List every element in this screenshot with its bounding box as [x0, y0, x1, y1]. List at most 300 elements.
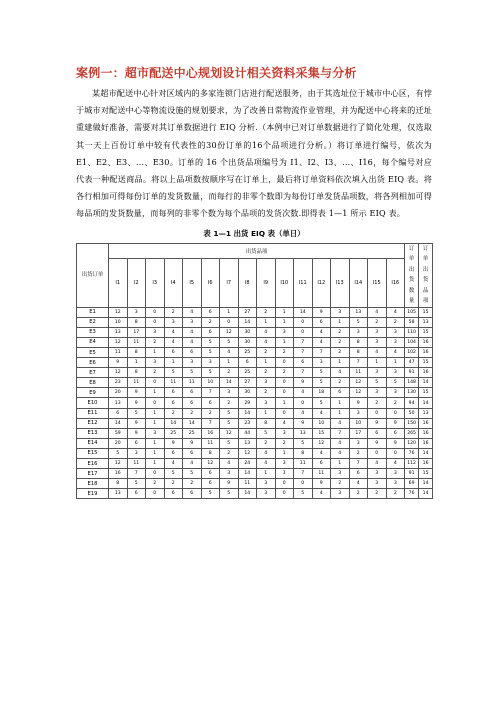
item-code-header: I16 [386, 259, 405, 308]
quantity-cell: 1 [331, 317, 350, 327]
quantity-cell: 3 [331, 469, 350, 479]
order-qty-cell: 58 [405, 317, 419, 327]
quantity-cell: 4 [312, 448, 331, 458]
quantity-cell: 15 [312, 428, 331, 438]
quantity-cell: 0 [275, 358, 294, 368]
order-item-count-cell: 13 [419, 408, 433, 418]
quantity-cell: 9 [349, 398, 368, 408]
quantity-cell: 9 [127, 398, 146, 408]
quantity-cell: 4 [368, 307, 387, 317]
quantity-cell: 9 [368, 438, 387, 448]
quantity-cell: 1 [146, 448, 165, 458]
quantity-cell: 27 [238, 378, 257, 388]
quantity-cell: 0 [275, 408, 294, 418]
quantity-cell: 2 [146, 479, 165, 489]
quantity-cell: 5 [294, 489, 313, 499]
quantity-cell: 9 [127, 418, 146, 428]
quantity-cell: 9 [127, 388, 146, 398]
quantity-cell: 0 [146, 489, 165, 499]
quantity-cell: 13 [109, 489, 128, 499]
quantity-cell: 8 [294, 448, 313, 458]
order-id-cell: E16 [77, 459, 109, 469]
quantity-cell: 14 [238, 489, 257, 499]
quantity-cell: 3 [164, 317, 183, 327]
quantity-cell: 2 [386, 317, 405, 327]
quantity-cell: 4 [257, 448, 276, 458]
quantity-cell: 0 [146, 398, 165, 408]
quantity-cell: 5 [127, 479, 146, 489]
quantity-cell: 14 [109, 418, 128, 428]
item-code-header: I9 [257, 259, 276, 308]
order-qty-cell: 76 [405, 489, 419, 499]
order-id-cell: E3 [77, 327, 109, 337]
table-row [77, 388, 433, 398]
quantity-cell: 6 [201, 307, 220, 317]
quantity-cell: 3 [349, 327, 368, 337]
quantity-cell: 14 [294, 307, 313, 317]
order-item-count-cell: 14 [419, 398, 433, 408]
quantity-cell: 9 [183, 438, 202, 448]
quantity-cell: 3 [146, 428, 165, 438]
quantity-cell: 5 [220, 337, 239, 347]
quantity-cell: 1 [146, 459, 165, 469]
quantity-cell: 2 [331, 479, 350, 489]
quantity-cell: 4 [386, 307, 405, 317]
quantity-cell: 4 [294, 408, 313, 418]
quantity-cell: 2 [183, 479, 202, 489]
quantity-cell: 4 [183, 307, 202, 317]
order-qty-cell: 105 [405, 307, 419, 317]
quantity-cell: 12 [220, 327, 239, 337]
quantity-cell: 6 [109, 408, 128, 418]
quantity-cell: 3 [368, 479, 387, 489]
quantity-cell: 2 [201, 408, 220, 418]
quantity-cell: 3 [275, 428, 294, 438]
quantity-cell: 4 [312, 489, 331, 499]
table-row [77, 348, 433, 358]
quantity-cell: 9 [294, 378, 313, 388]
quantity-cell: 5 [201, 489, 220, 499]
quantity-cell: 30 [238, 337, 257, 347]
quantity-cell: 10 [109, 317, 128, 327]
quantity-cell: 7 [349, 459, 368, 469]
quantity-cell: 0 [294, 398, 313, 408]
order-qty-cell: 47 [405, 358, 419, 368]
quantity-cell: 3 [368, 388, 387, 398]
quantity-cell: 4 [183, 327, 202, 337]
quantity-cell: 1 [220, 358, 239, 368]
quantity-cell: 11 [127, 337, 146, 347]
count-header [419, 243, 433, 307]
quantity-cell: 6 [183, 398, 202, 408]
quantity-cell: 5 [220, 489, 239, 499]
order-item-count-cell: 16 [419, 337, 433, 347]
quantity-cell: 2 [183, 408, 202, 418]
order-item-count-cell: 14 [419, 479, 433, 489]
quantity-cell: 4 [257, 459, 276, 469]
order-id-cell: E18 [77, 479, 109, 489]
quantity-cell: 3 [386, 368, 405, 378]
table-row [77, 398, 433, 408]
quantity-cell: 11 [109, 348, 128, 358]
quantity-cell: 13 [294, 428, 313, 438]
quantity-cell: 5 [386, 378, 405, 388]
quantity-cell: 11 [127, 459, 146, 469]
order-qty-cell: 50 [405, 408, 419, 418]
quantity-cell: 2 [257, 388, 276, 398]
quantity-cell: 1 [220, 307, 239, 317]
quantity-cell: 8 [201, 448, 220, 458]
order-header-label: 出货订单 [81, 271, 104, 278]
quantity-cell: 6 [331, 388, 350, 398]
quantity-cell: 1 [331, 358, 350, 368]
quantity-cell: 2 [368, 398, 387, 408]
quantity-cell: 5 [294, 438, 313, 448]
quantity-cell: 8 [349, 348, 368, 358]
quantity-cell: 10 [201, 378, 220, 388]
quantity-cell: 29 [238, 398, 257, 408]
quantity-cell: 6 [164, 448, 183, 458]
table-row [77, 337, 433, 347]
quantity-cell: 1 [331, 408, 350, 418]
quantity-cell: 4 [294, 388, 313, 398]
quantity-cell: 25 [238, 368, 257, 378]
quantity-cell: 5 [183, 469, 202, 479]
quantity-cell: 7 [294, 368, 313, 378]
quantity-cell: 5 [201, 337, 220, 347]
quantity-cell: 4 [312, 327, 331, 337]
quantity-cell: 5 [257, 428, 276, 438]
order-item-count-cell: 15 [419, 358, 433, 368]
order-qty-cell: 91 [405, 469, 419, 479]
quantity-cell: 3 [331, 307, 350, 317]
quantity-cell: 2 [201, 317, 220, 327]
quantity-cell: 0 [294, 479, 313, 489]
order-item-count-cell: 15 [419, 307, 433, 317]
order-qty-cell: 265 [405, 428, 419, 438]
quantity-cell: 12 [312, 438, 331, 448]
quantity-cell: 3 [220, 469, 239, 479]
quantity-cell: 2 [220, 398, 239, 408]
table-row [77, 489, 433, 499]
quantity-cell: 3 [386, 479, 405, 489]
quantity-cell: 3 [257, 378, 276, 388]
order-item-count-cell: 13 [419, 317, 433, 327]
quantity-cell: 2 [146, 368, 165, 378]
quantity-cell: 3 [201, 358, 220, 368]
quantity-cell: 0 [275, 378, 294, 388]
quantity-cell: 14 [238, 317, 257, 327]
quantity-cell: 3 [312, 358, 331, 368]
table-row [77, 438, 433, 448]
quantity-cell: 7 [201, 388, 220, 398]
quantity-cell: 7 [294, 469, 313, 479]
quantity-cell: 1 [257, 358, 276, 368]
quantity-cell: 4 [312, 337, 331, 347]
table-row [77, 327, 433, 337]
order-id-cell: E4 [77, 337, 109, 347]
item-code-header: I8 [238, 259, 257, 308]
table-row [77, 307, 433, 317]
quantity-cell: 0 [386, 408, 405, 418]
quantity-cell: 2 [349, 489, 368, 499]
quantity-cell: 3 [146, 358, 165, 368]
quantity-cell: 11 [183, 378, 202, 388]
order-id-cell: E10 [77, 398, 109, 408]
quantity-cell: 16 [109, 469, 128, 479]
quantity-cell: 4 [220, 348, 239, 358]
table-row [77, 378, 433, 388]
quantity-cell: 23 [238, 418, 257, 428]
order-qty-cell: 102 [405, 348, 419, 358]
quantity-cell: 1 [146, 388, 165, 398]
table-row [77, 358, 433, 368]
quantity-cell: 2 [164, 307, 183, 317]
quantity-cell: 2 [257, 438, 276, 448]
quantity-cell: 8 [257, 418, 276, 428]
quantity-cell: 3 [275, 327, 294, 337]
quantity-cell: 4 [257, 337, 276, 347]
order-item-count-cell: 15 [419, 469, 433, 479]
quantity-cell: 4 [386, 348, 405, 358]
quantity-cell: 2 [220, 448, 239, 458]
quantity-cell: 6 [368, 428, 387, 438]
quantity-cell: 6 [164, 398, 183, 408]
table-row [77, 428, 433, 438]
quantity-cell: 8 [127, 317, 146, 327]
quantity-cell: 3 [386, 327, 405, 337]
quantity-cell: 3 [349, 408, 368, 418]
quantity-cell: 0 [368, 448, 387, 458]
order-header [77, 243, 109, 307]
quantity-cell: 0 [275, 489, 294, 499]
quantity-cell: 13 [349, 307, 368, 317]
case-title: 案例一：超市配送中心规划设计相关资料采集与分析 [76, 66, 357, 80]
quantity-cell: 2 [220, 368, 239, 378]
quantity-cell: 16 [201, 428, 220, 438]
quantity-cell: 6 [201, 327, 220, 337]
quantity-cell: 3 [183, 317, 202, 327]
quantity-cell: 6 [127, 438, 146, 448]
quantity-cell: 9 [312, 479, 331, 489]
item-code-header: I1 [109, 259, 128, 308]
quantity-cell: 17 [127, 327, 146, 337]
quantity-cell: 2 [275, 438, 294, 448]
quantity-cell: 4 [257, 327, 276, 337]
order-item-count-cell: 16 [419, 348, 433, 358]
quantity-cell: 9 [164, 438, 183, 448]
quantity-cell: 1 [331, 398, 350, 408]
quantity-cell: 6 [164, 489, 183, 499]
order-id-cell: E19 [77, 489, 109, 499]
order-item-count-cell: 16 [419, 428, 433, 438]
quantity-cell: 1 [275, 448, 294, 458]
quantity-cell: 6 [312, 317, 331, 327]
quantity-cell: 12 [238, 448, 257, 458]
quantity-cell: 2 [368, 317, 387, 327]
order-item-count-cell: 16 [419, 418, 433, 428]
quantity-cell: 1 [146, 438, 165, 448]
quantity-cell: 7 [349, 358, 368, 368]
quantity-cell: 2 [257, 348, 276, 358]
qty-header-label: 订 单 出 货 数 量 [408, 245, 415, 305]
quantity-cell: 4 [312, 408, 331, 418]
order-qty-cell: 148 [405, 378, 419, 388]
quantity-cell: 4 [183, 459, 202, 469]
eiq-table-body [77, 307, 433, 499]
quantity-cell: 0 [275, 388, 294, 398]
quantity-cell: 7 [201, 418, 220, 428]
quantity-cell: 3 [386, 469, 405, 479]
quantity-cell: 14 [164, 418, 183, 428]
quantity-cell: 10 [312, 418, 331, 428]
quantity-cell: 12 [349, 388, 368, 398]
quantity-cell: 1 [164, 358, 183, 368]
item-code-header: I7 [220, 259, 239, 308]
quantity-cell: 3 [349, 438, 368, 448]
quantity-cell: 0 [146, 317, 165, 327]
quantity-cell: 6 [127, 489, 146, 499]
quantity-cell: 2 [331, 327, 350, 337]
table-row [77, 459, 433, 469]
eiq-table [76, 243, 433, 500]
quantity-cell: 1 [331, 459, 350, 469]
quantity-cell: 11 [294, 459, 313, 469]
quantity-cell: 4 [164, 327, 183, 337]
order-id-cell: E7 [77, 368, 109, 378]
quantity-cell: 8 [109, 479, 128, 489]
quantity-cell: 4 [183, 337, 202, 347]
quantity-cell: 12 [109, 368, 128, 378]
items-header: 出货品项 [109, 243, 405, 258]
quantity-cell: 2 [386, 398, 405, 408]
quantity-cell: 8 [127, 368, 146, 378]
order-id-cell: E13 [77, 428, 109, 438]
quantity-cell: 14 [238, 469, 257, 479]
quantity-cell: 6 [386, 428, 405, 438]
table-row [77, 317, 433, 327]
quantity-cell: 6 [294, 358, 313, 368]
quantity-cell: 3 [368, 327, 387, 337]
quantity-cell: 1 [257, 317, 276, 327]
quantity-cell: 0 [294, 327, 313, 337]
quantity-cell: 14 [238, 408, 257, 418]
quantity-cell: 13 [109, 398, 128, 408]
quantity-cell: 6 [183, 489, 202, 499]
quantity-cell: 4 [220, 459, 239, 469]
quantity-cell: 4 [164, 337, 183, 347]
quantity-cell: 59 [109, 428, 128, 438]
order-id-cell: E8 [77, 378, 109, 388]
quantity-cell: 6 [201, 469, 220, 479]
quantity-cell: 13 [109, 327, 128, 337]
quantity-cell: 2 [257, 307, 276, 317]
quantity-cell: 14 [183, 418, 202, 428]
quantity-cell: 12 [109, 337, 128, 347]
quantity-cell: 0 [368, 408, 387, 418]
quantity-cell: 7 [127, 469, 146, 479]
quantity-cell: 1 [275, 469, 294, 479]
quantity-cell: 4 [331, 438, 350, 448]
quantity-cell: 1 [275, 307, 294, 317]
quantity-cell: 5 [127, 408, 146, 418]
quantity-cell: 3 [386, 337, 405, 347]
item-code-header: I5 [183, 259, 202, 308]
quantity-cell: 5 [312, 368, 331, 378]
order-id-cell: E14 [77, 438, 109, 448]
quantity-cell: 6 [201, 398, 220, 408]
quantity-cell: 12 [201, 459, 220, 469]
quantity-cell: 8 [349, 337, 368, 347]
quantity-cell: 9 [312, 307, 331, 317]
order-qty-cell: 91 [405, 368, 419, 378]
quantity-cell: 24 [238, 459, 257, 469]
quantity-cell: 6 [183, 448, 202, 458]
quantity-cell: 1 [257, 408, 276, 418]
table-row [77, 418, 433, 428]
quantity-cell: 6 [238, 358, 257, 368]
order-item-count-cell: 15 [419, 327, 433, 337]
order-id-cell: E2 [77, 317, 109, 327]
quantity-cell: 2 [146, 337, 165, 347]
quantity-cell: 2 [164, 479, 183, 489]
quantity-cell: 3 [386, 388, 405, 398]
order-qty-cell: 69 [405, 479, 419, 489]
quantity-cell: 11 [312, 469, 331, 479]
item-code-header: I15 [368, 259, 387, 308]
quantity-cell: 2 [386, 489, 405, 499]
quantity-cell: 1 [275, 398, 294, 408]
quantity-cell: 5 [183, 368, 202, 378]
quantity-cell: 10 [349, 418, 368, 428]
quantity-cell: 0 [386, 448, 405, 458]
quantity-cell: 12 [220, 428, 239, 438]
quantity-cell: 4 [349, 479, 368, 489]
quantity-cell: 5 [312, 398, 331, 408]
quantity-cell: 0 [146, 307, 165, 317]
order-qty-cell: 110 [405, 327, 419, 337]
order-qty-cell: 112 [405, 459, 419, 469]
count-header-label: 订 单 出 货 品 项 [422, 245, 429, 305]
quantity-cell: 3 [368, 337, 387, 347]
order-qty-cell: 94 [405, 398, 419, 408]
quantity-cell: 5 [220, 408, 239, 418]
item-code-header: I12 [312, 259, 331, 308]
quantity-cell: 0 [220, 317, 239, 327]
item-code-header: I13 [331, 259, 350, 308]
quantity-cell: 12 [349, 378, 368, 388]
quantity-cell: 18 [312, 388, 331, 398]
order-id-cell: E15 [77, 448, 109, 458]
quantity-cell: 3 [146, 327, 165, 337]
quantity-cell: 14 [220, 378, 239, 388]
quantity-cell: 2 [349, 448, 368, 458]
quantity-cell: 25 [164, 428, 183, 438]
item-code-header: I14 [349, 259, 368, 308]
quantity-cell: 3 [368, 368, 387, 378]
table-row [77, 469, 433, 479]
item-code-header: I11 [294, 259, 313, 308]
quantity-cell: 4 [386, 459, 405, 469]
quantity-cell: 5 [201, 348, 220, 358]
quantity-cell: 4 [275, 418, 294, 428]
order-item-count-cell: 14 [419, 448, 433, 458]
quantity-cell: 1 [275, 317, 294, 327]
quantity-cell: 6 [164, 348, 183, 358]
quantity-cell: 2 [275, 348, 294, 358]
quantity-cell: 1 [127, 358, 146, 368]
quantity-cell: 3 [275, 459, 294, 469]
